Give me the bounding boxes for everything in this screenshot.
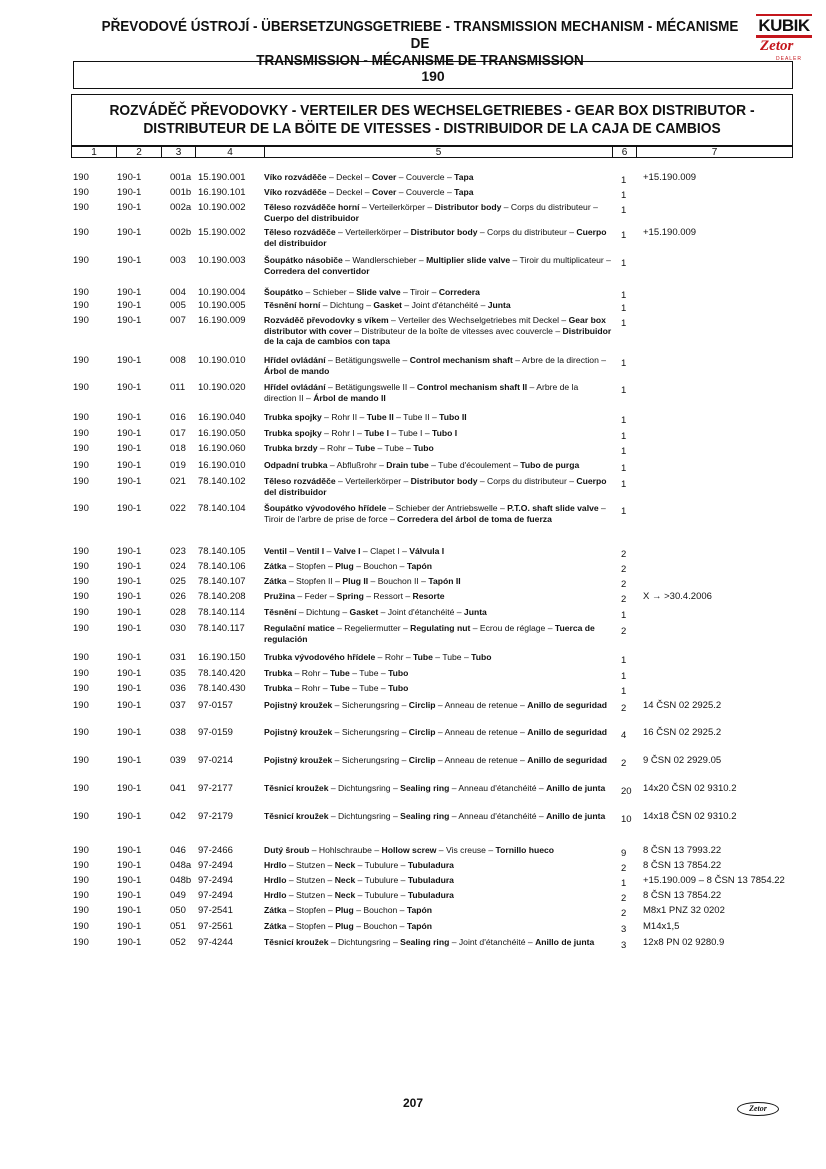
group-title [101,102,763,138]
row-part-number: 10.190.005 [198,300,246,311]
row-group: 190 [73,476,89,487]
row-description: Trubka spojky – Rohr I – Tube I – Tube I – Tubo I [264,428,458,438]
row-description: Trubka – Rohr – Tube – Tube – Tubo [264,668,409,678]
row-quantity: 2 [621,893,627,904]
row-figure: 190-1 [117,683,142,694]
row-figure: 190-1 [117,355,142,366]
row-note: 14x18 ČSN 02 9310.2 [643,811,737,822]
row-figure: 190-1 [117,287,142,298]
row-figure: 190-1 [117,428,142,439]
row-part-number: 78.140.107 [198,576,246,587]
row-position: 049 [170,890,186,901]
row-note: M8x1 PNZ 32 0202 [643,905,725,916]
row-part-number: 10.190.002 [198,202,246,213]
row-description: Hřídel ovládání – Betätigungswelle – Control mechanism shaft – Arbre de la direction – Árbol de mando [264,355,607,376]
row-position: 025 [170,576,186,587]
row-figure: 190-1 [117,476,142,487]
row-quantity: 2 [621,579,627,590]
row-figure: 190-1 [117,591,142,602]
row-part-number: 78.140.117 [198,623,245,634]
zetor-footer-logo: Zetor [737,1102,779,1116]
row-figure: 190-1 [117,255,142,266]
row-description: Rozváděč převodovky s víkem – Verteiler des Wechselgetriebes mit Deckel – Gear box distributor with cover – Distributeur de la boîte de vitesses avec couvercle – Distribuidor de la caja de cambios con tapa [264,315,612,346]
row-quantity: 1 [621,205,627,216]
row-group: 190 [73,860,89,871]
row-part-number: 97-4244 [198,937,233,948]
row-position: 001b [170,187,192,198]
row-group: 190 [73,460,89,471]
row-group: 190 [73,607,89,618]
row-position: 028 [170,607,186,618]
row-group: 190 [73,443,89,454]
row-part-number: 15.190.002 [198,227,246,238]
row-description: Víko rozváděče – Deckel – Cover – Couvercle – Tapa [264,187,474,197]
row-description: Těleso rozváděče – Verteilerkörper – Distributor body – Corps du distributeur – Cuerpo del distribuidor [264,476,607,497]
row-part-number: 10.190.010 [198,355,246,366]
row-description: Ventil – Ventil I – Valve I – Clapet I – Válvula I [264,546,445,556]
page-number: 207 [402,1096,424,1110]
row-group: 190 [73,382,89,393]
row-part-number: 97-0214 [198,755,233,766]
row-description: Zátka – Stopfen – Plug – Bouchon – Tapón [264,921,432,931]
row-quantity: 20 [621,786,632,797]
row-figure: 190-1 [117,700,142,711]
row-part-number: 10.190.003 [198,255,246,266]
row-part-number: 78.140.106 [198,561,246,572]
dealer-label: DEALER [776,56,803,62]
row-group: 190 [73,811,89,822]
row-position: 018 [170,443,186,454]
row-description: Šoupátko násobiče – Wandlerschieber – Multiplier slide valve – Tiroir du multiplicateur – Corredera del convertidor [264,255,611,276]
row-note: 16 ČSN 02 2925.2 [643,727,722,738]
row-part-number: 97-2541 [198,905,233,916]
row-quantity: 3 [621,924,627,935]
kubik-zetor-logo [756,14,812,64]
row-position: 037 [170,700,186,711]
row-group: 190 [73,875,89,886]
row-group: 190 [73,668,89,679]
row-group: 190 [73,890,89,901]
row-group: 190 [73,937,89,948]
row-position: 003 [170,255,186,266]
row-part-number: 10.190.020 [198,382,246,393]
row-note: 8 ČSN 13 7993.22 [643,845,722,856]
row-position: 024 [170,561,186,572]
row-group: 190 [73,623,89,634]
row-group: 190 [73,783,89,794]
row-group: 190 [73,287,89,298]
row-quantity: 3 [621,940,627,951]
row-description: Dutý šroub – Hohlschraube – Hollow screw – Vis creuse – Tornillo hueco [264,845,555,855]
row-note: 9 ČSN 02 2929.05 [643,755,722,766]
row-figure: 190-1 [117,546,142,557]
row-note: 14x20 ČSN 02 9310.2 [643,783,737,794]
row-quantity: 1 [621,610,627,621]
row-part-number: 97-2494 [198,875,233,886]
row-description: Těleso rozváděče horní – Verteilerkörper – Distributor body – Corps du distributeur – Cuerpo del distribuidor [264,202,598,223]
row-position: 002b [170,227,192,238]
row-position: 021 [170,476,186,487]
column-header-1: 1 [71,146,116,158]
row-group: 190 [73,202,89,213]
column-header-5: 5 [264,146,612,158]
row-quantity: 1 [621,258,627,269]
row-group: 190 [73,921,89,932]
row-note: 12x8 PN 02 9280.9 [643,937,725,948]
row-note: X → >30.4.2006 [643,591,712,602]
row-quantity: 1 [621,385,627,396]
title-line-1: PŘEVODOVÉ ÚSTROJÍ - ÜBERSETZUNGSGETRIEBE - TRANSMISSION MECHANISM - MÉCANISME DE [101,19,739,52]
row-description: Pojistný kroužek – Sicherungsring – Circlip – Anneau de retenue – Anillo de seguridad [264,755,607,765]
row-description: Trubka spojky – Rohr II – Tube II – Tube II – Tubo II [264,412,467,422]
row-part-number: 97-0157 [198,700,233,711]
row-note: +15.190.009 – 8 ČSN 13 7854.22 [643,875,785,886]
row-part-number: 97-2466 [198,845,233,856]
row-position: 035 [170,668,186,679]
row-description: Těsnění – Dichtung – Gasket – Joint d'étanchéité – Junta [264,607,487,617]
row-quantity: 2 [621,564,627,575]
row-group: 190 [73,727,89,738]
row-quantity: 1 [621,303,627,314]
row-part-number: 97-2561 [198,921,233,932]
row-position: 016 [170,412,186,423]
row-description: Těsnicí kroužek – Dichtungsring – Sealing ring – Anneau d'étanchéité – Anillo de junta [264,783,606,793]
row-group: 190 [73,576,89,587]
row-part-number: 78.140.430 [198,683,246,694]
row-position: 001a [170,172,192,183]
row-description: Regulační matice – Regeliermutter – Regulating nut – Ecrou de réglage – Tuerca de regulación [264,623,595,644]
row-description: Víko rozváděče – Deckel – Cover – Couvercle – Tapa [264,172,474,182]
row-quantity: 1 [621,655,627,666]
row-quantity: 9 [621,848,627,859]
row-position: 041 [170,783,186,794]
row-quantity: 1 [621,671,627,682]
row-description: Zátka – Stopfen II – Plug II – Bouchon II – Tapón II [264,576,461,586]
row-description: Těsnicí kroužek – Dichtungsring – Sealing ring – Anneau d'étanchéité – Anillo de junta [264,811,606,821]
kubik-logo: KUBIK [756,14,812,38]
zetor-logo: Zetor [760,38,794,54]
row-description: Hřídel ovládání – Betätigungswelle II – Control mechanism shaft II – Arbre de la direction II – Árbol de mando II [264,382,579,403]
row-quantity: 1 [621,190,627,201]
column-header-4: 4 [195,146,264,158]
row-quantity: 4 [621,730,627,741]
row-quantity: 1 [621,446,627,457]
row-figure: 190-1 [117,623,142,634]
row-figure: 190-1 [117,460,142,471]
row-group: 190 [73,845,89,856]
row-quantity: 2 [621,549,627,560]
row-quantity: 1 [621,479,627,490]
row-figure: 190-1 [117,875,142,886]
row-part-number: 97-2494 [198,890,233,901]
row-quantity: 1 [621,358,627,369]
row-part-number: 78.140.102 [198,476,246,487]
row-note: M14x1,5 [643,921,680,932]
row-position: 031 [170,652,186,663]
row-group: 190 [73,546,89,557]
row-position: 038 [170,727,186,738]
row-group: 190 [73,412,89,423]
row-group: 190 [73,905,89,916]
row-quantity: 1 [621,463,627,474]
row-figure: 190-1 [117,755,142,766]
row-part-number: 78.140.208 [198,591,246,602]
row-figure: 190-1 [117,937,142,948]
row-part-number: 16.190.101 [198,187,246,198]
column-header-7: 7 [636,146,793,158]
row-part-number: 97-0159 [198,727,233,738]
row-position: 050 [170,905,186,916]
row-figure: 190-1 [117,172,142,183]
column-header-3: 3 [161,146,195,158]
row-figure: 190-1 [117,503,142,514]
row-description: Těsnicí kroužek – Dichtungsring – Sealing ring – Joint d'étanchéité – Anillo de junta [264,937,595,947]
row-quantity: 2 [621,908,627,919]
row-quantity: 2 [621,626,627,637]
row-position: 011 [170,382,186,393]
row-position: 026 [170,591,186,602]
row-quantity: 1 [621,415,627,426]
row-description: Hrdlo – Stutzen – Neck – Tubulure – Tubuladura [264,860,454,870]
row-quantity: 1 [621,318,627,329]
row-note: +15.190.009 [643,227,697,238]
row-description: Odpadní trubka – Abflußrohr – Drain tube – Tube d'écoulement – Tubo de purga [264,460,580,470]
row-group: 190 [73,755,89,766]
row-figure: 190-1 [117,890,142,901]
row-description: Těleso rozváděče – Verteilerkörper – Distributor body – Corps du distributeur – Cuerpo del distribuidor [264,227,607,248]
row-part-number: 16.190.010 [198,460,246,471]
row-group: 190 [73,255,89,266]
row-figure: 190-1 [117,227,142,238]
row-quantity: 1 [621,290,627,301]
group-title-line-2: DISTRIBUTEUR DE LA BÖITE DE VITESSES - DISTRIBUIDOR DE LA CAJA DE CAMBIOS [143,120,721,137]
row-position: 046 [170,845,186,856]
row-group: 190 [73,652,89,663]
row-part-number: 16.190.050 [198,428,246,439]
row-figure: 190-1 [117,576,142,587]
row-quantity: 2 [621,594,627,605]
row-note: 8 ČSN 13 7854.22 [643,860,722,871]
row-quantity: 1 [621,175,627,186]
row-description: Zátka – Stopfen – Plug – Bouchon – Tapón [264,561,432,571]
row-figure: 190-1 [117,315,142,326]
row-figure: 190-1 [117,382,142,393]
row-position: 048b [170,875,192,886]
row-position: 048a [170,860,192,871]
row-figure: 190-1 [117,783,142,794]
row-note: 8 ČSN 13 7854.22 [643,890,722,901]
row-position: 023 [170,546,186,557]
row-note: +15.190.009 [643,172,697,183]
row-group: 190 [73,227,89,238]
row-description: Hrdlo – Stutzen – Neck – Tubulure – Tubuladura [264,875,454,885]
row-figure: 190-1 [117,668,142,679]
row-position: 019 [170,460,186,471]
row-position: 008 [170,355,186,366]
row-group: 190 [73,300,89,311]
row-figure: 190-1 [117,443,142,454]
row-figure: 190-1 [117,845,142,856]
row-description: Trubka – Rohr – Tube – Tube – Tubo [264,683,409,693]
row-figure: 190-1 [117,727,142,738]
row-figure: 190-1 [117,652,142,663]
row-quantity: 1 [621,230,627,241]
row-part-number: 78.140.114 [198,607,245,618]
title-line-2: TRANSMISSION - MÉCANISME DE TRANSMISSION [256,53,584,69]
row-position: 042 [170,811,186,822]
row-position: 022 [170,503,186,514]
row-quantity: 10 [621,814,632,825]
row-group: 190 [73,683,89,694]
row-figure: 190-1 [117,202,142,213]
group-title-line-1: ROZVÁDĚČ PŘEVODOVKY - VERTEILER DES WECHSELGETRIEBES - GEAR BOX DISTRIBUTOR - [109,102,755,119]
row-description: Šoupátko vývodového hřídele – Schieber der Antriebswelle – P.T.O. shaft slide valve – Tiroir de l'arbre de prise de force – Corredera del árbol de toma de fuerza [264,503,606,524]
row-quantity: 2 [621,863,627,874]
row-position: 051 [170,921,186,932]
row-group: 190 [73,561,89,572]
group-title-box [71,94,793,146]
row-part-number: 10.190.004 [198,287,246,298]
row-part-number: 16.190.060 [198,443,246,454]
row-description: Pojistný kroužek – Sicherungsring – Circlip – Anneau de retenue – Anillo de seguridad [264,727,607,737]
row-group: 190 [73,187,89,198]
column-header-6: 6 [612,146,636,158]
row-part-number: 16.190.040 [198,412,246,423]
row-group: 190 [73,700,89,711]
row-quantity: 1 [621,506,627,517]
row-figure: 190-1 [117,811,142,822]
row-figure: 190-1 [117,905,142,916]
row-quantity: 2 [621,703,627,714]
row-quantity: 1 [621,686,627,697]
row-position: 039 [170,755,186,766]
row-figure: 190-1 [117,187,142,198]
row-part-number: 97-2179 [198,811,233,822]
row-position: 052 [170,937,186,948]
row-group: 190 [73,172,89,183]
row-position: 005 [170,300,186,311]
row-part-number: 16.190.150 [198,652,246,663]
row-part-number: 78.140.105 [198,546,246,557]
row-description: Pružina – Feder – Spring – Ressort – Resorte [264,591,445,601]
row-part-number: 78.140.420 [198,668,246,679]
row-position: 036 [170,683,186,694]
row-note: 14 ČSN 02 2925.2 [643,700,722,711]
row-description: Trubka vývodového hřídele – Rohr – Tube – Tube – Tubo [264,652,492,662]
row-group: 190 [73,591,89,602]
row-position: 002a [170,202,192,213]
row-group: 190 [73,503,89,514]
row-position: 030 [170,623,186,634]
row-quantity: 2 [621,758,627,769]
row-quantity: 1 [621,431,627,442]
row-description: Zátka – Stopfen – Plug – Bouchon – Tapón [264,905,432,915]
column-header-2: 2 [116,146,161,158]
row-figure: 190-1 [117,300,142,311]
row-group: 190 [73,428,89,439]
row-figure: 190-1 [117,561,142,572]
row-part-number: 16.190.009 [198,315,246,326]
row-description: Hrdlo – Stutzen – Neck – Tubulure – Tubuladura [264,890,454,900]
row-figure: 190-1 [117,412,142,423]
row-group: 190 [73,355,89,366]
row-description: Pojistný kroužek – Sicherungsring – Circlip – Anneau de retenue – Anillo de seguridad [264,700,607,710]
group-number-box: 190 [73,61,793,89]
row-position: 004 [170,287,186,298]
row-quantity: 1 [621,878,627,889]
row-figure: 190-1 [117,607,142,618]
row-group: 190 [73,315,89,326]
row-part-number: 78.140.104 [198,503,246,514]
row-part-number: 97-2494 [198,860,233,871]
row-description: Šoupátko – Schieber – Slide valve – Tiroir – Corredera [264,287,480,297]
row-figure: 190-1 [117,860,142,871]
row-figure: 190-1 [117,921,142,932]
row-part-number: 97-2177 [198,783,233,794]
row-position: 007 [170,315,186,326]
row-description: Trubka brzdy – Rohr – Tube – Tube – Tubo [264,443,434,453]
row-description: Těsnění horní – Dichtung – Gasket – Joint d'étanchéité – Junta [264,300,511,310]
row-part-number: 15.190.001 [198,172,246,183]
row-position: 017 [170,428,186,439]
